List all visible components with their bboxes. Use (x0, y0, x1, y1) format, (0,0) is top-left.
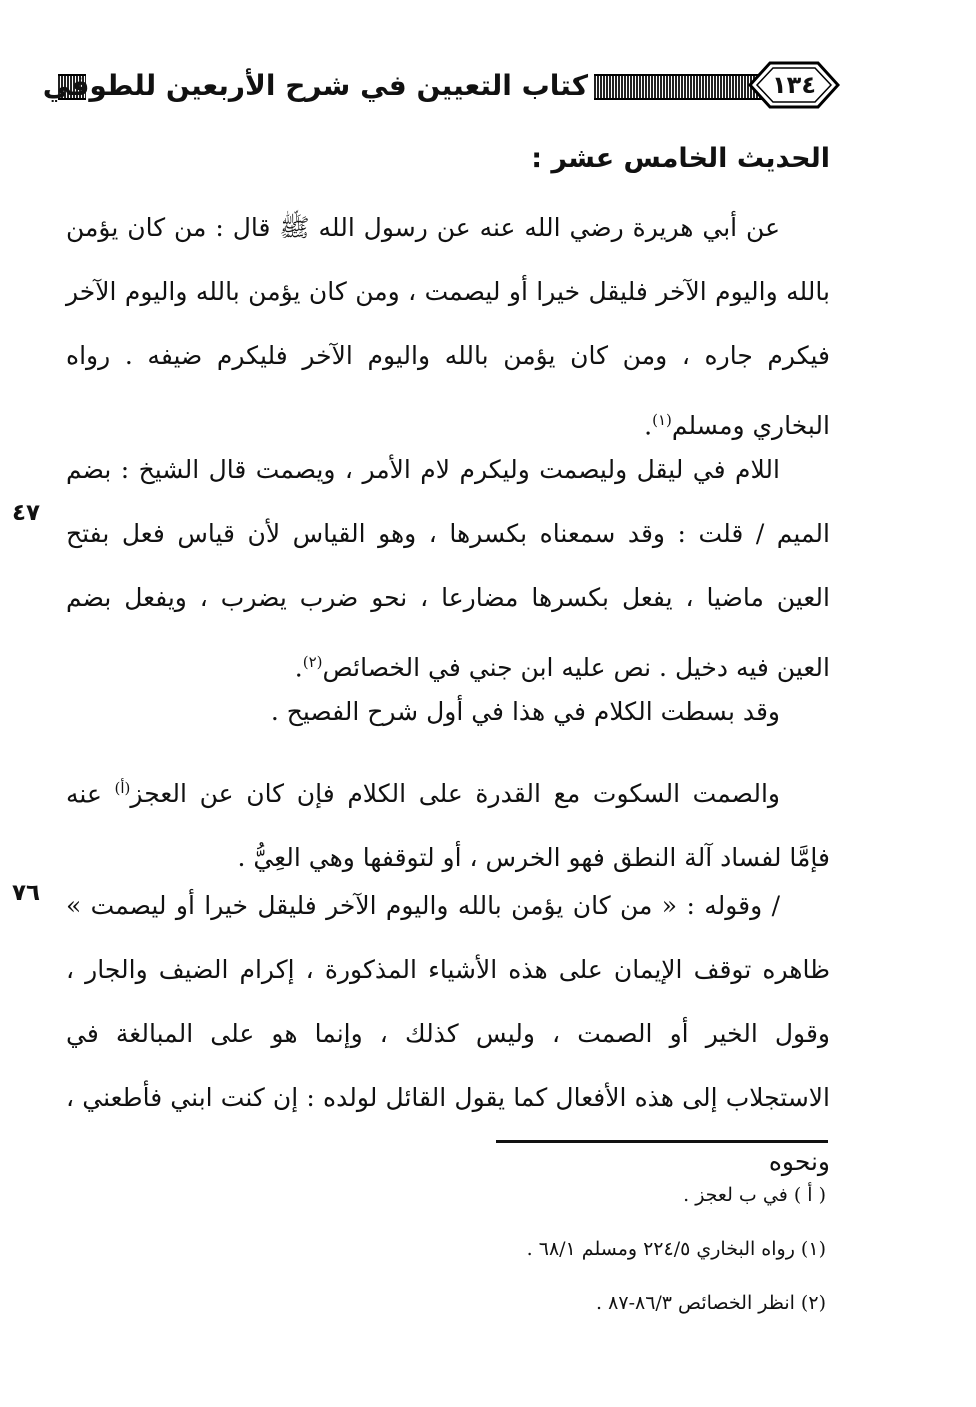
paragraph-text: عن أبي هريرة رضي الله عنه عن رسول الله ﷺ قال : من كان يؤمن بالله واليوم الآخر فليقل خيرا أو ليصمت ، ومن كان يؤمن بالله واليوم الآخر فيكرم جاره ، ومن كان يؤمن بالله واليوم الآخر فليكرم ضيفه . رواه البخاري ومسلم (66, 213, 830, 441)
page-number-badge (748, 60, 840, 110)
paragraph-hadith-text (66, 196, 830, 458)
footnote-divider (496, 1140, 828, 1143)
paragraph-text: اللام في ليقل وليصمت وليكرم لام الأمر ، ويصمت قال الشيخ : بضم الميم / قلت : وقد سمعناه بكسرها ، وهو القياس لأن قياس فعل بفتح العين ماضيا ، يفعل بكسرها مضارعا ، نحو ضرب يضرب ، ويفعل بضم العين فيه دخيل . نص عليه ابن جني في الخصائص (66, 455, 830, 683)
footnote-ref: (أ) (114, 779, 131, 797)
paragraph-samt-definition (66, 756, 830, 890)
paragraph-text: والصمت السكوت مع القدرة على الكلام فإن كان عن العجز (130, 779, 780, 809)
footnote-1: (١) رواه البخاري ٢٢٤/٥ ومسلم ٦٨/١ . (526, 1238, 826, 1260)
footnote-alef: ( أ ) في ب لعجز . (683, 1184, 826, 1206)
paragraph-text: / وقوله : « من كان يؤمن بالله واليوم الآخر فليقل خيرا أو ليصمت » ظاهره توقف الإيمان على هذه الأشياء المذكورة ، إكرام الضيف والجار ، وقول الخير أو الصمت ، وليس كذلك ، وإنما هو على المبالغة في الاستجلاب إلى هذه الأفعال كما يقول القائل لولده : إن كنت ابني فأطعني ، ونحوه (66, 891, 830, 1176)
footnote-ref: (٢) (302, 653, 323, 671)
margin-folio-number: ٤٧ (11, 500, 41, 526)
paragraph-fasih-note (66, 680, 830, 744)
footnote-2: (٢) انظر الخصائص ٨٦/٣-٨٧ . (596, 1292, 826, 1314)
paragraph-qawluhu (66, 874, 830, 1194)
paragraph-end: . (294, 653, 303, 683)
header-ornament-right (594, 74, 766, 100)
footnote-ref: (١) (652, 411, 672, 429)
hadith-heading: الحديث الخامس عشر : (531, 143, 830, 174)
page-header (42, 60, 838, 116)
margin-folio-number: ٧٦ (11, 880, 41, 906)
paragraph-text-continued: عنه فإمَّا لفساد آلة النطق فهو الخرس ، أو لتوقفها وهي العِيُّ . (66, 779, 830, 873)
paragraph-end: . (644, 411, 653, 441)
page-number: ١٣٤ (772, 71, 816, 99)
paragraph-commentary-lam (66, 438, 830, 700)
paragraph-text: وقد بسطت الكلام في هذا في أول شرح الفصيح . (270, 697, 780, 726)
book-title: كتاب التعيين في شرح الأربعين للطوفي (42, 69, 588, 102)
